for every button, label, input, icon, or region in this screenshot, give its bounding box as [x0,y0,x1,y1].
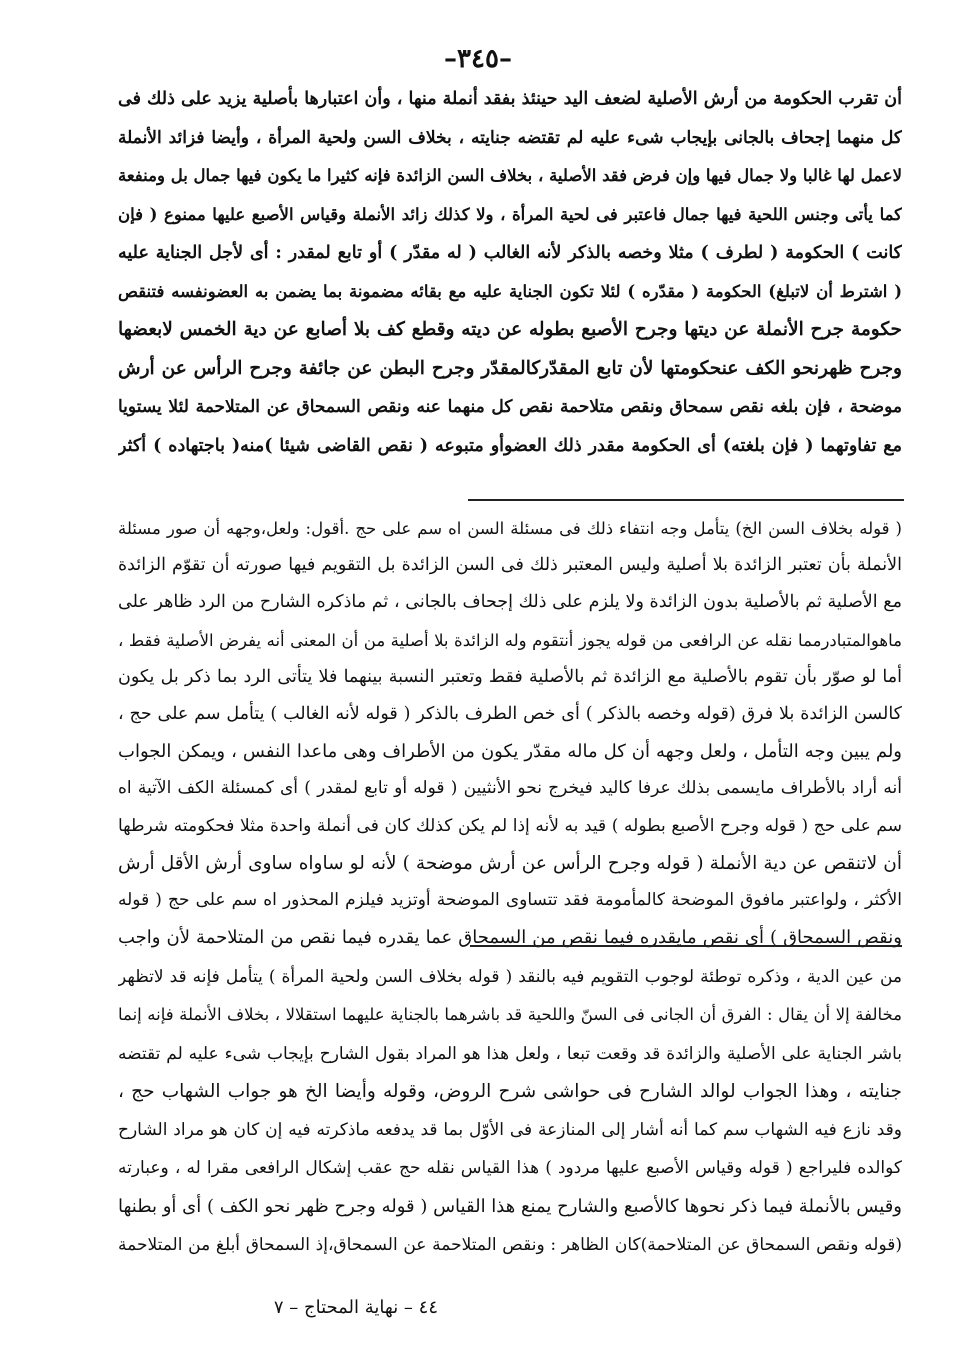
commentary-text [118,510,902,956]
main-text [118,80,902,465]
separator-rule [468,499,904,501]
footer-signature: ٤٤ – نهاية المحتاج – ٧ [273,1297,438,1318]
page-number: –٣٤٥– [444,44,512,74]
main-line: وجرح ظهرنحو الكف عنحكومتها لأن تابع المقدّركالمقدّر وجرح البطن عن جائفة وجرح الرأس عن أرش [118,357,902,379]
commentary-line: أما لو صوّر بأن تقوم بالأصلية مع الزائدة ثم بالأصلية فقط وتعتبر النسبة بينهما فلا يتأتى الرد بما ذكر بل يكون [118,666,902,687]
main-line: مع تفاوتهما ( فإن بلغته) أى الحكومة مقدر ذلك العضوأو متبوعه ( نقص القاضى شيئا )منه( باجتهاده ) أكثر [118,435,902,456]
commentary-line: كالسن الزائدة بلا فرق (قوله وخصه بالذكر ) أى خص الطرف بالذكر ( قوله لأنه الغالب ) يتأمل سم على حج ، [118,703,902,724]
second-commentary-line: مخالفة إلا أن يقال : الفرق أن الجانى فى السنّ واللحية قد باشرهما بالجناية عليهما استقلالا ، بخلاف الأنملة فإنه إنما [118,1005,902,1025]
commentary-line: ونقص السمحاق ) أى نقص مايقدره فيما نقص من السمحاق عما يقدره فيما نقص من المتلاحمة لأن واجب [118,927,902,949]
main-line: كانت ) الحكومة ( لطرف ) مثلا وخصه بالذكر لأنه الغالب ( له مقدّر ) أو تابع لمقدر : أى لأجل الجناية عليه [118,243,902,263]
commentary-line: الأنملة بأن تعتبر الزائدة بلا أصلية وليس المعتبر ذلك فى السن الزائدة بل التقويم فيها صورته أن تقوّم الزائدة [118,555,902,576]
second-commentary-line: كوالده فليراجع ( قوله وقياس الأصبع عليها مردود ) هذا القياس نقله حج عقب إشكال الرافعى مقرا له ، وعبارته [118,1158,902,1179]
second-commentary-line: وقيس بالأنملة فيما ذكر نحوها كالأصبع والشارح يمنع هذا القياس ( قوله وجرح ظهر نحو الكف ) أى أو بطنها [118,1195,902,1217]
main-line: لاعمل لها غالبا ولا جمال فيها وإن فرض فقد الأصلية ، بخلاف السن الزائدة فإنه كثيرا ما يكون فيها جمال بل ومنفعة [118,166,902,185]
second-commentary-text [118,958,902,1264]
second-commentary-line: وقد نازع فيه الشهاب سم كما أنه أشار إلى المنازعة فى الأوّل بما قد يدفعه ماذكرته فيه إن كان هو مراد الشارح [118,1120,902,1141]
main-line: حكومة جرح الأنملة عن ديتها وجرح الأصبع بطوله عن ديته وقطع كف بلا أصابع عن دية الخمس لابعضها [118,319,902,340]
second-commentary-line: باشر الجناية على الأصلية والزائدة قد وقعت تبعا ، ولعل هذا هو المراد بقول الشارح بإيجاب شىء عليه لم تقتضه [118,1043,902,1064]
separator-rule [470,945,902,947]
commentary-line: أنه أراد بالأطراف مايسمى بذلك عرفا كاليد فيخرج نحو الأنثيين ( قوله أو تابع لمقدر ) أى كمسئلة الكف الآتية اه [118,778,902,799]
commentary-line: مع الأصلية ثم بالأصلية بدون الزائدة ولا يلزم على ذلك إجحاف بالجانى ، ثم ماذكره الشارح من الرد ظاهر على [118,592,902,613]
commentary-line: ماهوالمتبادرمما نقله عن الرافعى من قوله يجوز أنتقوم وله الزائدة بلا أصلية من أن المعنى أنه يفرض الأصلية فقط ، [118,630,902,650]
commentary-line: الأكثر ، ولواعتبر مافوق الموضحة كالمأمومة فقد تتساوى الموضحة أوتزيد فيلزم المحذور اه سم على حج ( قوله [118,889,902,910]
main-line: كل منهما إجحاف بالجانى بإيجاب شىء عليه لم تقتضه جنايته ، بخلاف السن ولحية المرأة ، وأيضا فزائد الأنملة [118,127,902,148]
commentary-line: سم على حج ( قوله وجرح الأصبع بطوله ) قيد به لأنه إذا لم يكن كذلك كان فى أنملة واحدة مثلا فحكومته شرطها [118,815,902,836]
second-commentary-line: (قوله ونقص السمحاق عن المتلاحمة)كان الظاهر : ونقص المتلاحمة عن السمحاق،إذ السمحاق أبلغ من المتلاحمة [118,1235,902,1256]
second-commentary-line: جنايته ، وهذا الجواب لوالد الشارح فى حواشى شرح الروض، وقوله وأيضا الخ هو جواب الشهاب حج ، [118,1080,902,1102]
commentary-line: أن لاتنقص عن دية الأنملة ( قوله وجرح الرأس عن أرش موضحة ) لأنه لو ساواه ساوى أرش الأقل أرش [118,852,902,874]
main-line: موضحة ، فإن بلغه نقص سمحاق ونقص متلاحمة نقص كل منهما عنه ونقص السمحاق عن المتلاحمة لئلا يستويا [118,397,902,417]
second-commentary-line: من عين الدية ، وذكره توطئة لوجوب التقويم فيه بالنقد ( قوله بخلاف السن ولحية المرأة ) يتأمل فإنه قد لاتظهر [118,967,902,987]
main-line: كما يأتى وجنس اللحية فيها جمال فاعتبر فى لحية المرأة ، ولا كذلك زائد الأنملة وقياس الأصبع عليها ممنوع ( فإن [118,204,902,224]
commentary-line: ( قوله بخلاف السن الخ) يتأمل وجه انتفاء ذلك فى مسئلة السن اه سم على حج .أقول: ولعل،وجهه أن صور مسئلة [118,519,902,538]
main-line: ( اشترط أن لاتبلغ) الحكومة ( مقدّره ) لئلا تكون الجناية عليه مع بقائه مضمونة بما يضمن به العضونفسه فتنقص [118,281,902,301]
main-line: أن تقرب الحكومة من أرش الأصلية لضعف اليد حينئذ بفقد أنملة منها ، وأن اعتبارها بأصلية يزيد على ذلك فى [118,89,902,109]
commentary-line: ولم يبين وجه التأمل ، ولعل وجهه أن كل ماله مقدّر يكون من الأطراف وهى ماعدا النفس ، ويمكن الجواب [118,741,902,763]
